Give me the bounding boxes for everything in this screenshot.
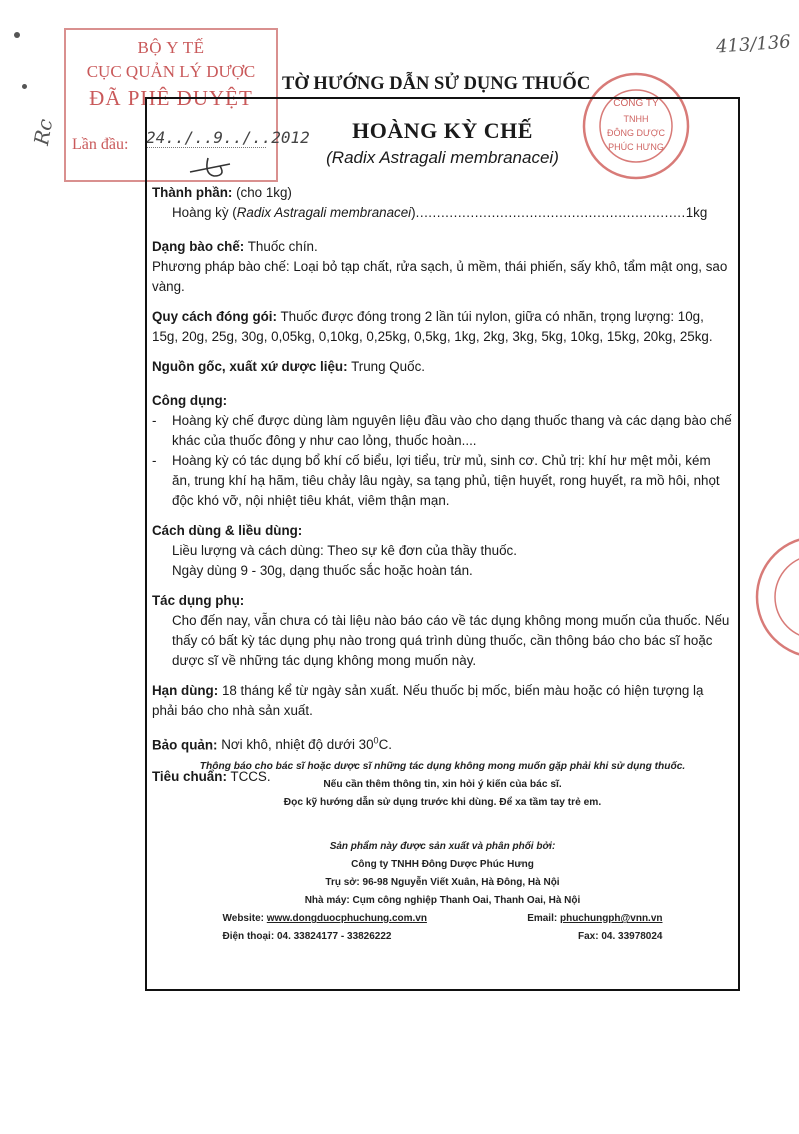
contact-row: Website: www.dongduocphuchung.com.vn Email: phuchungph@vnn.vn — [222, 913, 663, 924]
dosage-section — [152, 521, 732, 581]
origin-label: Nguồn gốc, xuất xứ dược liệu: — [152, 359, 348, 374]
stamp-first-time-date: 24../..9../..2012 — [146, 128, 310, 147]
expiry-label: Hạn dùng: — [152, 683, 219, 698]
product-name: HOÀNG KỲ CHẾ — [352, 118, 533, 143]
form-method: Phương pháp bào chế: Loại bỏ tạp chất, rửa sạch, ủ mềm, thái phiến, sấy khô, tẩm mật ong, sao vàng. — [152, 259, 728, 294]
phone: Điện thoại: 04. 33824177 - 33826222 — [222, 931, 392, 942]
side-effects-label: Tác dụng phụ: — [152, 593, 245, 608]
svg-text:PHÚC HƯNG: PHÚC HƯNG — [608, 142, 664, 152]
margin-mark — [14, 32, 20, 38]
packaging-section — [152, 307, 732, 347]
packaging-label: Quy cách đóng gói: — [152, 309, 277, 324]
phone-row — [223, 928, 663, 946]
product-latin-name: (Radix Astragali membranacei) — [326, 148, 559, 167]
form-section — [152, 237, 732, 297]
storage-value: Nơi khô, nhiệt độ dưới $30^0C$. — [221, 736, 392, 753]
notice-line: Thông báo cho bác sĩ hoặc dược sĩ những tác dụng không mong muốn gặp phải khi sử dụng thuốc. — [199, 761, 686, 772]
manufacturer-factory: Nhà máy: Cụm công nghiệp Thanh Oai, Thanh Oai, Hà Nội — [304, 895, 581, 906]
manufacturer-name: Công ty TNHH Đông Dược Phúc Hưng — [351, 859, 534, 870]
standard-value: TCCS. — [230, 769, 271, 785]
list-item: - Hoàng kỳ chế được dùng làm nguyên liệu đầu vào cho dạng thuốc thang và các dạng bào chế khác của thuốc đông y như cao lỏng, thuốc hoàn.... — [152, 413, 732, 448]
side-effects-section — [152, 591, 732, 671]
side-effects-value: Cho đến nay, vẫn chưa có tài liệu nào báo cáo về tác dụng không mong muốn của thuốc. Nếu thấy có bất kỳ tác dụng phụ nào trong quá trình dùng thuốc, cần thông báo cho bác sĩ hoặc dược sĩ về những tác dụng không mong muốn này. — [172, 613, 730, 668]
dosage-line: Ngày dùng 9 - 30g, dạng thuốc sắc hoặc hoàn tán. — [172, 563, 473, 578]
website-link[interactable]: www.dongduocphuchung.com.vn — [266, 913, 427, 924]
stamp-department: CỤC QUẢN LÝ DƯỢC — [86, 62, 256, 81]
page-title: TỜ HƯỚNG DẪN SỬ DỤNG THUỐC — [282, 74, 591, 94]
leaflet-content — [152, 183, 732, 787]
dosage-label: Cách dùng & liều dùng: — [152, 523, 303, 538]
stamp-ministry: BỘ Y TẾ — [137, 38, 205, 57]
margin-handwriting: Rc — [29, 116, 58, 148]
composition-label: Thành phần: — [152, 185, 233, 200]
uses-label: Công dụng: — [152, 393, 228, 408]
page-reference: 413/136 — [715, 31, 792, 58]
svg-text:ĐÔNG DƯỢC: ĐÔNG DƯỢC — [607, 128, 665, 138]
notice-line: Đọc kỹ hướng dẫn sử dụng trước khi dùng. Để xa tầm tay trẻ em. — [283, 797, 602, 808]
composition-per: (cho 1kg) — [236, 185, 292, 200]
svg-text:TNHH: TNHH — [623, 114, 649, 124]
notice-line: Nếu cần thêm thông tin, xin hỏi ý kiến của bác sĩ. — [323, 779, 562, 790]
storage-section — [152, 731, 732, 755]
storage-label: Bảo quản: — [152, 737, 218, 753]
packaging-value: Thuốc được đóng trong 2 lần túi nylon, giữa có nhãn, trọng lượng: 10g, 15g, 20g, 25g, 30g, 0,05kg, 0,10kg, 0,25kg, 0,5kg, 1kg, 2kg, 3kg, 5kg, 10kg, 15kg, 20kg, 25kg. — [152, 309, 713, 344]
fax: Fax: 04. 33978024 — [577, 931, 663, 942]
notices — [145, 758, 740, 812]
manufacturer-intro: Sản phẩm này được sản xuất và phân phối bởi: — [329, 841, 556, 852]
email-link[interactable]: phuchungph@vnn.vn — [559, 913, 663, 924]
manufacturer-hq: Trụ sở: 96-98 Nguyễn Viết Xuân, Hà Đông, Hà Nội — [325, 877, 560, 888]
form-label: Dạng bào chế: — [152, 239, 245, 254]
origin-section — [152, 357, 732, 377]
composition-item: Hoàng kỳ (Radix Astragali membranacei)................................................................1kg — [172, 205, 708, 220]
margin-mark — [22, 84, 27, 89]
uses-section — [152, 391, 732, 511]
origin-value: Trung Quốc. — [351, 359, 425, 374]
company-seal-partial — [752, 532, 799, 662]
dosage-line: Liều lượng và cách dùng: Theo sự kê đơn của thầy thuốc. — [172, 543, 517, 558]
form-value: Thuốc chín. — [247, 239, 318, 254]
stamp-approved: ĐÃ PHÊ DUYỆT — [89, 86, 253, 110]
manufacturer-info — [145, 838, 740, 946]
standard-label: Tiêu chuẩn: — [152, 769, 227, 785]
composition-section — [152, 183, 732, 223]
expiry-value: 18 tháng kể từ ngày sản xuất. Nếu thuốc bị mốc, biến màu hoặc có hiện tượng lạ phải báo cho nhà sản xuất. — [152, 683, 704, 718]
list-item: - Hoàng kỳ có tác dụng bổ khí cố biểu, lợi tiểu, trừ mủ, sinh cơ. Chủ trị: khí hư mệt mỏi, kém ăn, trung khí hạ hãm, tiêu chảy lâu ngày, sa tạng phủ, tiện huyết, rong huyết, ra mồ hôi, nhọt độc khó vỡ, nội nhiệt tiêu khát, viêm thận mạn. — [152, 453, 720, 508]
expiry-section — [152, 681, 732, 721]
svg-text:CÔNG TY: CÔNG TY — [613, 98, 659, 109]
stamp-first-time-label: Lần đầu: — [72, 136, 129, 153]
